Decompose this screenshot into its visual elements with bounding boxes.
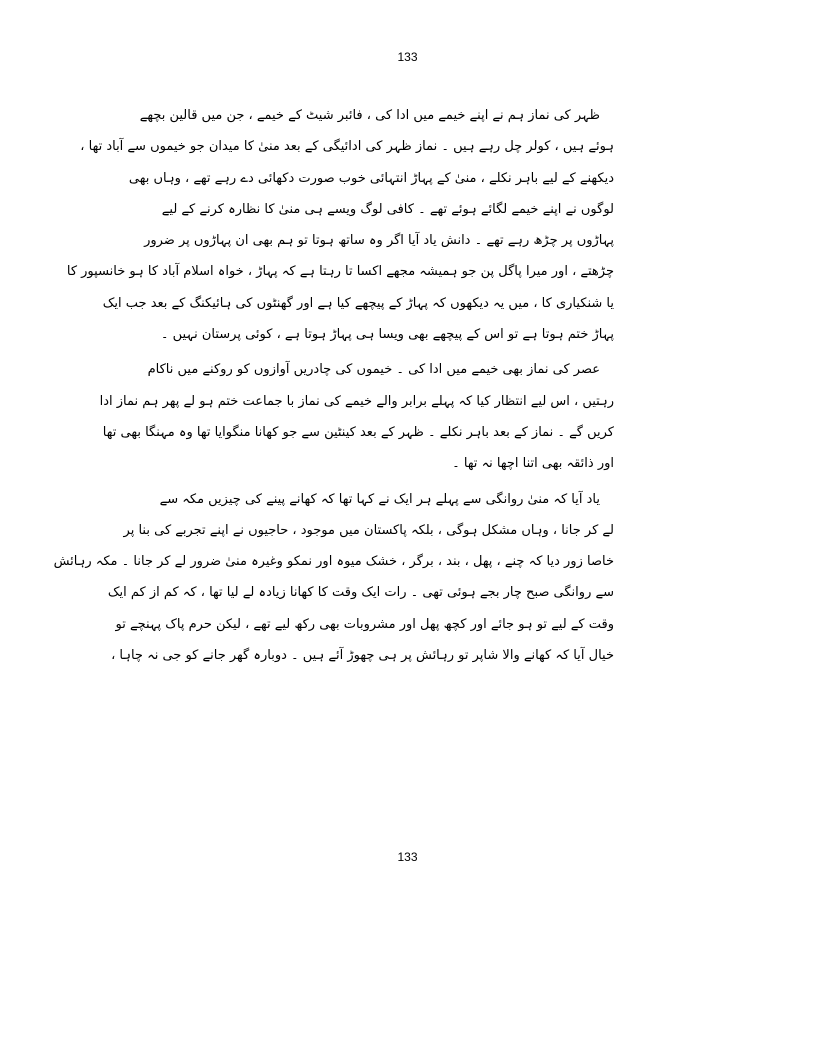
page-number-bottom: 133 <box>397 850 418 864</box>
text-line: وقت کے لیے تو ہو جائے اور کچھ پھل اور مشروبات بھی رکھ لیے تھے ، لیکن حرم پاک پہنچے تو <box>115 616 614 632</box>
paragraph-3 <box>53 484 614 672</box>
text-line: عصر کی نماز بھی خیمے میں ادا کی ۔ خیموں کی چادریں آوازوں کو روکنے میں ناکام <box>147 362 600 378</box>
text-line: ہوئے ہیں ، کولر چل رہے ہیں ۔ نماز ظہر کی ادائیگی کے بعد منیٰ کا میدان جو خیموں سے آباد تھا ، <box>80 139 614 155</box>
text-line: چڑھتے ، اور میرا پاگل پن جو ہمیشہ مجھے اکسا تا رہتا ہے کہ پہاڑ ، خواہ اسلام آباد کا ہو خانسپور کا <box>66 264 614 280</box>
text-line: دیکھنے کے لیے باہر نکلے ، منیٰ کے پہاڑ انتہائی خوب صورت دکھائی دے رہے تھے ، وہاں بھی <box>128 170 614 186</box>
text-line: خاصا زور دیا کہ چنے ، پھل ، بند ، برگر ، خشک میوہ اور نمکو وغیرہ منیٰ ضرور لے کر جانا ۔ مکہ رہائش <box>53 554 614 570</box>
text-line: یاد آیا کہ منیٰ روانگی سے پہلے ہر ایک نے کہا تھا کہ کھانے پینے کی چیزیں مکہ سے <box>159 491 600 507</box>
text-line: ظہر کی نماز ہم نے اپنے خیمے میں ادا کی ، فائبر شیٹ کے خیمے ، جن میں قالین بچھے <box>139 108 600 123</box>
text-line: سے روانگی صبح چار بجے ہوئی تھی ۔ رات ایک وقت کا کھانا زیادہ لے لیا تھا ، کہ کم از کم ایک <box>107 585 614 601</box>
page-number-top: 133 <box>397 50 418 64</box>
text-line: پہاڑ ختم ہوتا ہے تو اس کے پیچھے بھی ویسا ہی پہاڑ ہوتا ہے ، کوئی پرستان نہیں ۔ <box>160 327 614 343</box>
paragraph-1 <box>66 100 614 350</box>
text-line: خیال آیا کہ کھانے والا شاپر تو رہائش پر ہی چھوڑ آئے ہیں ۔ دوبارہ گھر جانے کو جی نہ چاہا ، <box>111 648 614 664</box>
text-line: اور ذائقہ بھی اتنا اچھا نہ تھا ۔ <box>452 456 614 472</box>
body-text <box>53 100 614 675</box>
text-line: یا شنکیاری کا ، میں یہ دیکھوں کہ پہاڑ کے پیچھے کیا ہے اور گھنٹوں کی ہائیکنگ کے بعد جب ایک <box>102 295 614 311</box>
paragraph-2 <box>99 354 614 479</box>
text-line: کریں گے ۔ نماز کے بعد باہر نکلے ۔ ظہر کے بعد کینٹین سے جو کھانا منگوایا تھا وہ مہنگا بھی تھا <box>102 424 614 440</box>
text-line: لوگوں نے اپنے خیمے لگائے ہوئے تھے ۔ کافی لوگ ویسے ہی منیٰ کا نظارہ کرنے کے لیے <box>161 201 614 217</box>
text-line: رہتیں ، اس لیے انتظار کیا کہ پہلے برابر والے خیمے کی نماز با جماعت ختم ہو لے پھر ہم نماز ادا <box>99 393 614 409</box>
text-line: پہاڑوں پر چڑھ رہے تھے ۔ دانش یاد آیا اگر وہ ساتھ ہوتا تو ہم بھی ان پہاڑوں پر ضرور <box>144 233 614 249</box>
text-line: لے کر جانا ، وہاں مشکل ہوگی ، بلکہ پاکستان میں موجود ، حاجیوں نے اپنے تجربے کی بنا پر <box>123 522 614 538</box>
